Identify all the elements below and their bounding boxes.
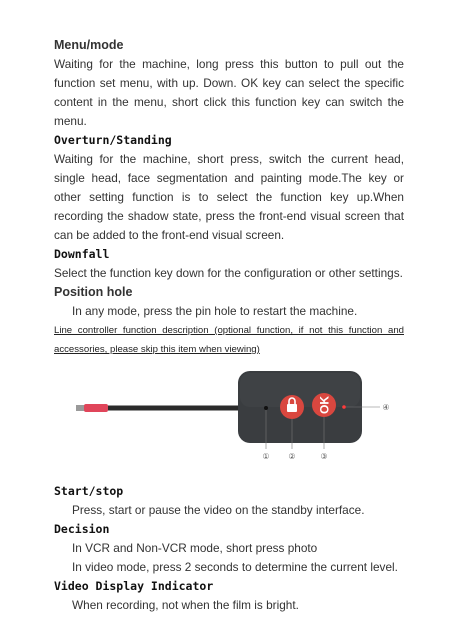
decision-line-1: In VCR and Non-VCR mode, short press photo <box>72 541 318 555</box>
video-indicator-heading: Video Display Indicator <box>54 579 214 593</box>
cable-sleeve <box>84 404 108 412</box>
line-controller-svg <box>54 367 404 463</box>
callout-3: ③ <box>320 452 328 461</box>
position-hole-body: In any mode, press the pin hole to restart the machine. <box>72 304 358 318</box>
menu-mode-heading: Menu/mode <box>54 38 124 52</box>
position-hole-heading: Position hole <box>54 285 133 299</box>
status-indicator-led <box>342 405 346 409</box>
overturn-heading: Overturn/Standing <box>54 133 172 147</box>
manual-page <box>54 36 404 615</box>
component-captions <box>54 463 404 482</box>
cable <box>108 406 238 411</box>
video-indicator-body: When recording, not when the film is bright. <box>72 598 299 612</box>
start-stop-body: Press, start or pause the video on the standby interface. <box>72 503 365 517</box>
menu-mode-body: Waiting for the machine, long press this button to pull out the function set menu, with up. Down. OK key can select the specific content in the menu, short click this function key can switch the menu. <box>54 57 404 128</box>
decision-heading: Decision <box>54 522 110 536</box>
lock-icon <box>287 404 297 412</box>
start-stop-heading: Start/stop <box>54 484 124 498</box>
callout-4: ④ <box>382 403 390 412</box>
ok-button-label: OK <box>317 396 332 414</box>
callout-1: ① <box>262 452 270 461</box>
mic-hole <box>264 406 268 410</box>
callout-2: ② <box>288 452 296 461</box>
decision-line-2: In video mode, press 2 seconds to determine the current level. <box>72 560 398 574</box>
overturn-body: Waiting for the machine, short press, switch the current head, single head, face segmentation and painting mode.The key or other setting function is to select the function key up.When recording the shadow state, press the front-end visual screen that can be added to the front-end visual screen. <box>54 152 404 242</box>
downfall-body: Select the function key down for the configuration or other settings. <box>54 266 403 280</box>
line-controller-illustration <box>54 367 404 463</box>
downfall-heading: Downfall <box>54 247 110 261</box>
line-controller-note: Line controller function description (optional function, if not this function and accessories, please skip this item when viewing) <box>54 325 404 355</box>
